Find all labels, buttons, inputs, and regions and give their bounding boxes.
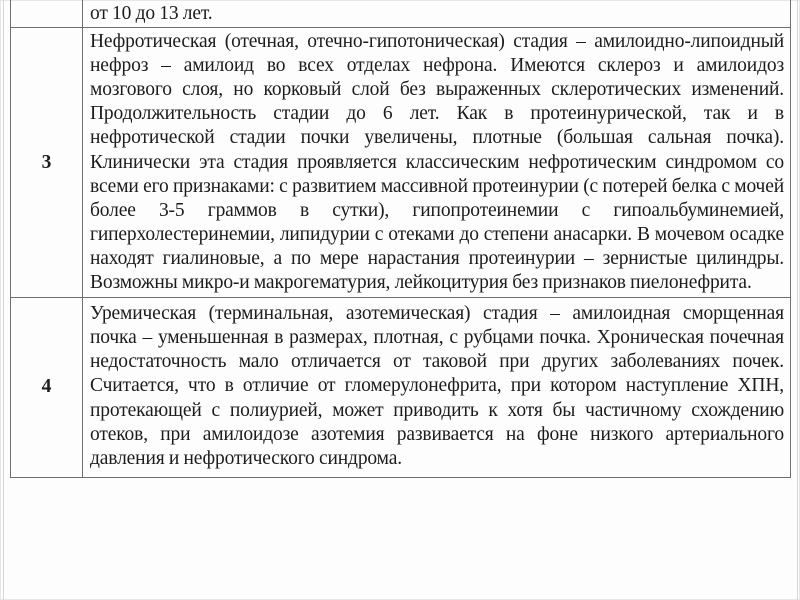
stage-description-text: Уремическая (терминальная, азотемическая) стадия – амилоидная сморщенная почка – уменьшенная в размерах, плотная, с рубцами почка. Хроническая почечная недостаточность мало отличается от таковой при других заболеваниях почек. Считается, что в отличие от гломерулонефрита, при котором наступление ХПН, протекающей с полиурией, может приводить к хотя бы частичному схождению отеков, при амилоидозе азотемия развивается на фоне низкого артериального давления и нефротического синдрома. [90,303,784,469]
right-edge-line [797,0,798,600]
stage-description-cell [83,28,791,298]
stage-description-text: Нефротическая (отечная, отечно-гипотоническая) стадия – амилоидно-липоидный нефроз – амилоид во всех отделах нефрона. Имеются склероз и амилоидоз мозгового слоя, но корковый слой без выраженных склеротических изменений. Продолжительность стадии до 6 лет. Как в протеинурической, так и в нефротической стадии почки увеличены, плотные (большая сальная почка). Клинически эта стадия проявляется классическим нефротическим синдромом со всеми его признаками: с развитием массивной протеинурии (с потерей белка с мочей более 3-5 граммов в сутки), гипопротеинемии с гипоальбуминемией, гиперхолестеринемии, липидурии с отеками до степени анасарки. В мочевом осадке находят гиалиновые, а по мере нарастания протеинурии – зернистые цилиндры. Возможны микро-и макрогематурия, лейкоцитурия без признаков пиелонефрита. [90,31,784,294]
stage-number-cell: 4 [11,298,83,478]
left-edge-line [3,0,4,600]
stage-description-text: от 10 до 13 лет. [90,3,213,24]
stage-description-cell [83,298,791,478]
stage-description-cell [83,0,791,28]
table-row-continuation [11,0,791,28]
table-row-stage-4 [11,298,791,478]
stage-number-cell [11,0,83,28]
table-row-stage-3 [11,28,791,298]
stage-number-cell: 3 [11,28,83,298]
stages-table [10,0,791,478]
